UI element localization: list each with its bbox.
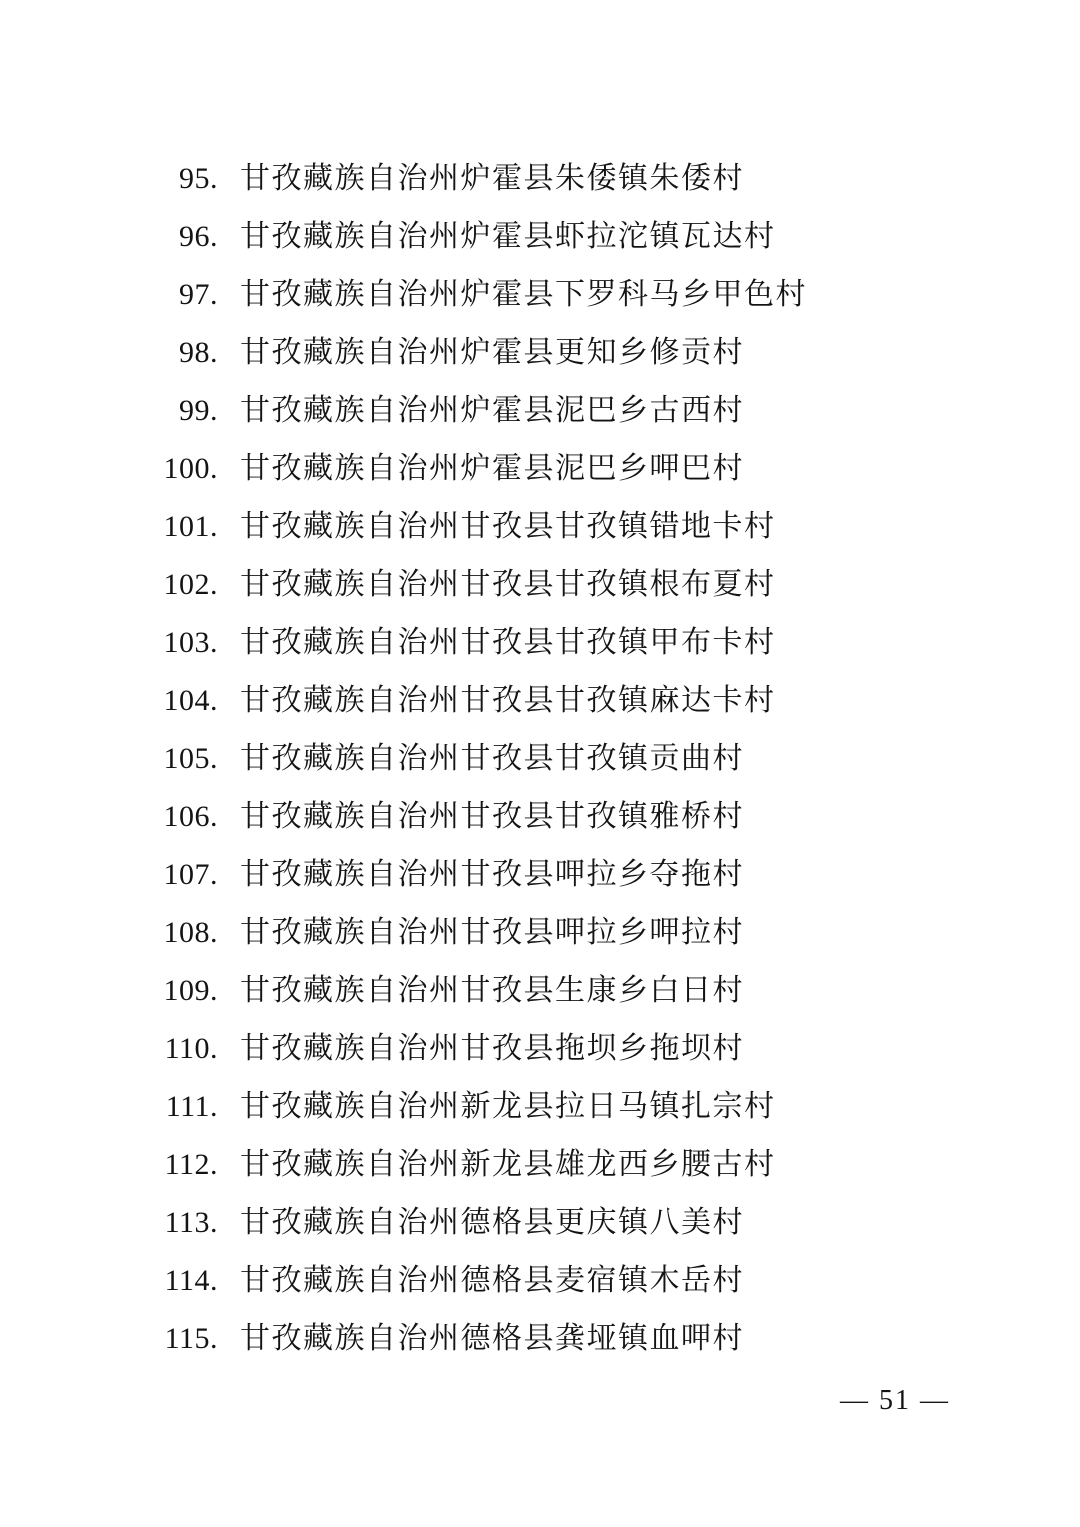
list-item-number: 103.: [163, 626, 218, 659]
list-item-number: 111.: [165, 1090, 218, 1123]
list-item: [150, 614, 930, 672]
list-item-label: 甘孜藏族自治州炉霍县朱倭镇朱倭村: [240, 161, 744, 196]
list-item-number: 113.: [164, 1206, 218, 1239]
list-item: [150, 150, 930, 208]
list-item-number: 102.: [163, 568, 218, 601]
list-item-label: 甘孜藏族自治州甘孜县呷拉乡夺拖村: [240, 857, 744, 892]
list-item-label: 甘孜藏族自治州新龙县拉日马镇扎宗村: [240, 1089, 776, 1124]
list-item-label: 甘孜藏族自治州甘孜县甘孜镇雅桥村: [240, 799, 744, 834]
list-item-label: 甘孜藏族自治州炉霍县更知乡修贡村: [240, 335, 744, 370]
list-item: [150, 556, 930, 614]
list-item: [150, 440, 930, 498]
list-item-number: 98.: [179, 336, 218, 369]
list-item: [150, 1020, 930, 1078]
list-item: [150, 1136, 930, 1194]
page-number: — 51 —: [840, 1385, 950, 1416]
list-item-label: 甘孜藏族自治州德格县更庆镇八美村: [240, 1205, 744, 1240]
list-item-number: 99.: [179, 394, 218, 427]
list-item-label: 甘孜藏族自治州新龙县雄龙西乡腰古村: [240, 1147, 776, 1182]
list-item-label: 甘孜藏族自治州德格县麦宿镇木岳村: [240, 1263, 744, 1298]
list-item-number: 109.: [163, 974, 218, 1007]
list-item: [150, 324, 930, 382]
list-item-number: 101.: [163, 510, 218, 543]
list-item-label: 甘孜藏族自治州炉霍县虾拉沱镇瓦达村: [240, 219, 776, 254]
list-item: [150, 672, 930, 730]
list-item: [150, 208, 930, 266]
list-item-label: 甘孜藏族自治州德格县龚垭镇血呷村: [240, 1321, 744, 1356]
list-item: [150, 788, 930, 846]
list-item: [150, 904, 930, 962]
list-item-number: 114.: [164, 1264, 218, 1297]
list-item-number: 107.: [163, 858, 218, 891]
list-item-label: 甘孜藏族自治州炉霍县泥巴乡呷巴村: [240, 451, 744, 486]
list-item-label: 甘孜藏族自治州甘孜县呷拉乡呷拉村: [240, 915, 744, 950]
list-item: [150, 1310, 930, 1368]
list-item-number: 95.: [179, 162, 218, 195]
list-item-number: 115.: [164, 1322, 218, 1355]
list-item-label: 甘孜藏族自治州甘孜县甘孜镇根布夏村: [240, 567, 776, 602]
list-item-label: 甘孜藏族自治州甘孜县拖坝乡拖坝村: [240, 1031, 744, 1066]
list-item-number: 106.: [163, 800, 218, 833]
village-list: [150, 150, 930, 1368]
list-item: [150, 846, 930, 904]
list-item-number: 96.: [179, 220, 218, 253]
list-item-label: 甘孜藏族自治州甘孜县甘孜镇贡曲村: [240, 741, 744, 776]
list-item: [150, 730, 930, 788]
list-item-label: 甘孜藏族自治州甘孜县生康乡白日村: [240, 973, 744, 1008]
list-item: [150, 962, 930, 1020]
list-item: [150, 1252, 930, 1310]
list-item: [150, 1078, 930, 1136]
list-item-label: 甘孜藏族自治州甘孜县甘孜镇甲布卡村: [240, 625, 776, 660]
list-item: [150, 1194, 930, 1252]
list-item-label: 甘孜藏族自治州炉霍县泥巴乡古西村: [240, 393, 744, 428]
list-item: [150, 266, 930, 324]
list-item-number: 112.: [164, 1148, 218, 1181]
list-item-number: 105.: [163, 742, 218, 775]
list-item-number: 100.: [163, 452, 218, 485]
list-item-label: 甘孜藏族自治州甘孜县甘孜镇错地卡村: [240, 509, 776, 544]
list-item-label: 甘孜藏族自治州炉霍县下罗科马乡甲色村: [240, 277, 807, 312]
list-item-number: 97.: [179, 278, 218, 311]
list-item: [150, 498, 930, 556]
list-item-number: 110.: [164, 1032, 218, 1065]
list-item-number: 104.: [163, 684, 218, 717]
list-item-label: 甘孜藏族自治州甘孜县甘孜镇麻达卡村: [240, 683, 776, 718]
list-item-number: 108.: [163, 916, 218, 949]
list-item: [150, 382, 930, 440]
